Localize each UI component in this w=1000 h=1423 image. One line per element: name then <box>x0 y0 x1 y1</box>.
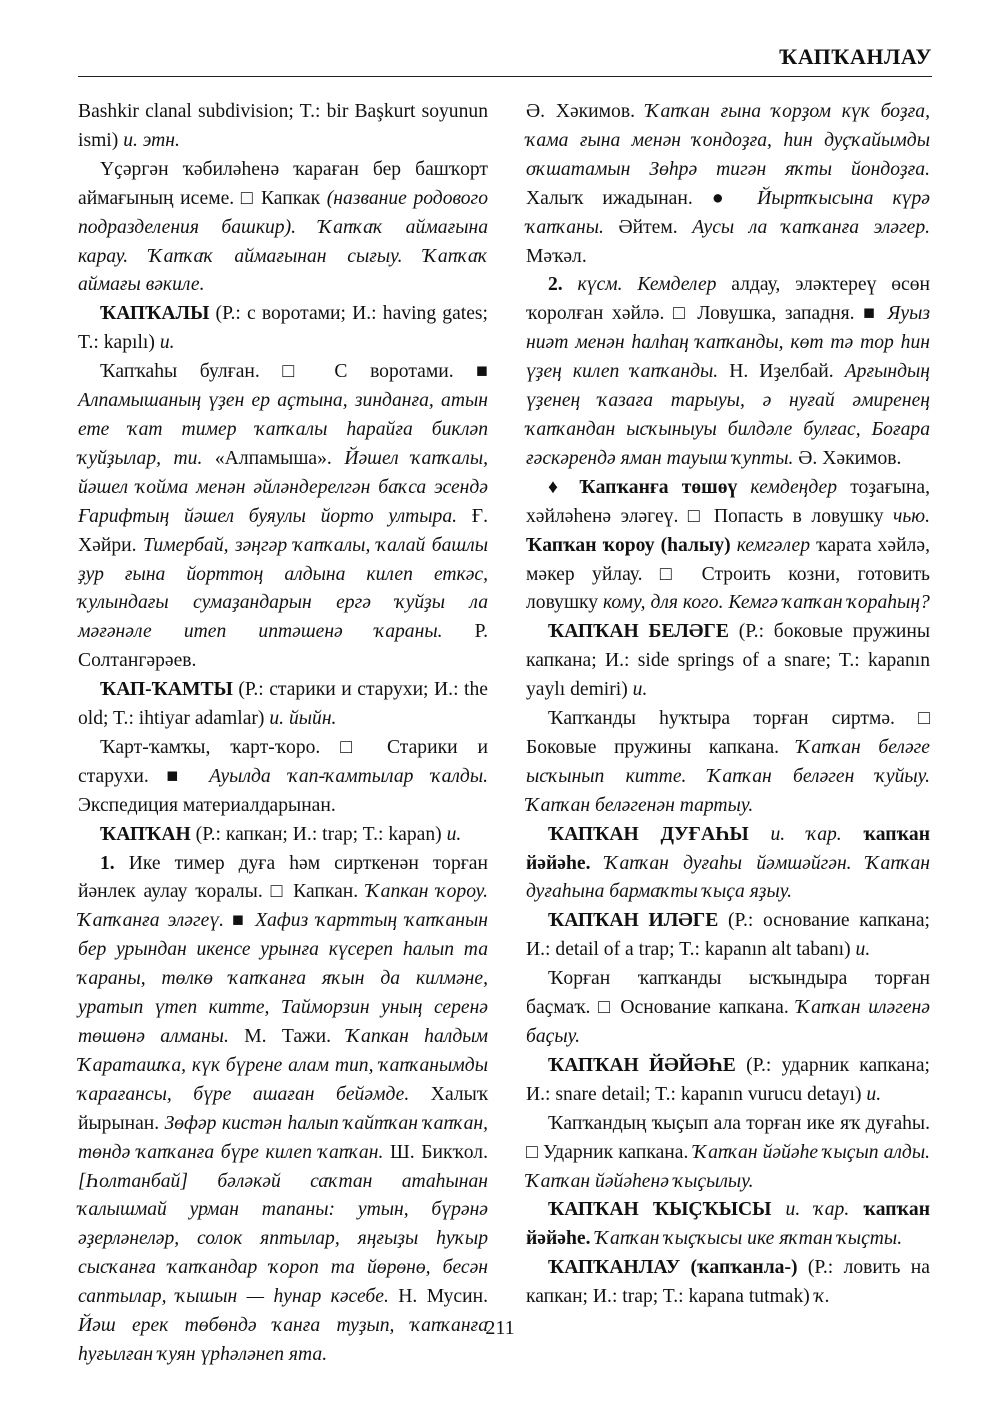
dictionary-paragraph <box>526 1254 930 1312</box>
body-text: Халыҡ йырынан. <box>78 1083 488 1134</box>
body-text: Р. Солтангәрәев. <box>78 621 488 672</box>
italic-text: и. этн. <box>123 129 180 151</box>
body-text: (Р.: ударник капкана; И.: snare detail; T.: kapanın vurucu detayı) <box>526 1054 931 1105</box>
body-text: Ғ. Хәйри. <box>78 505 488 556</box>
italic-text: Яуыз ниәт менән һалһаң ҡапҡанды, көт тә тор һин үҙең килеп ҡапҡанды. <box>526 303 930 383</box>
italic-text: Йәш ерек төбөндә ҡанға туҙып, ҡапҡанға һуғылған ҡуян үрһәләнеп ята. <box>78 1315 488 1365</box>
headword: ҠАПҠАН ҠЫҪҠЫСЫ <box>548 1199 772 1221</box>
italic-text: чью. <box>893 505 930 527</box>
dictionary-paragraph <box>78 358 488 676</box>
body-text: Ҡапҡандың ҡыҫып ала торған ике яҡ дуғаһы. □ Ударник капкана. <box>526 1112 930 1163</box>
body-text: Ҡапҡанды һуҡтыра торған сиртмә. □ Боковые пружины капкана. <box>526 708 930 758</box>
left-column <box>78 98 488 1370</box>
headword: ҠАПҠАНЛАУ (ҡапҡанла-) <box>548 1257 798 1279</box>
headword: 1. <box>100 852 115 874</box>
body-text: Халыҡ ижадынан. ● <box>526 187 758 209</box>
dictionary-paragraph <box>526 821 930 908</box>
body-text: М. Тажи. <box>244 1026 347 1047</box>
italic-text: кемгәлер <box>730 534 817 556</box>
running-head: ҠАПҠАНЛАУ <box>779 44 932 69</box>
italic-text: Зөфәр кистән һалып ҡайтҡан ҡапҡан, төндә ҡапҡанға бүре килеп ҡапҡан. <box>78 1112 489 1163</box>
body-text: Әйтем. <box>618 216 693 238</box>
dictionary-paragraph <box>78 300 488 358</box>
italic-text: кому, для кого. Кемгә ҡапҡан ҡораһың? <box>602 592 930 614</box>
italic-text: Ҡапкан һалдым Ҡараташҡа, күк бүрене алам тип, ҡапҡанымды ҡарағансы, бүре ашаған бейәмде. <box>78 1026 488 1105</box>
body-text: ♦ <box>548 476 580 498</box>
body-text: Үҫәргән ҡәбиләһенә ҡараған бер башҡорт аймағының исеме. □ Капкак <box>78 158 488 209</box>
italic-text: Арғындың үҙенең ҡазаға тарыуы, ә нуғай әмиренең ҡапҡандан ысҡыныуы билдәле булғас, Боғара ғәскәрендә яман тауыш ҡупты. <box>526 361 930 469</box>
headword: Ҡапҡанға төшөү <box>579 476 738 498</box>
dictionary-paragraph <box>78 676 488 734</box>
dictionary-paragraph <box>526 1196 930 1254</box>
italic-text: ҡ. <box>814 1286 830 1308</box>
headword: ҡапҡан йәйәһе. <box>526 823 931 874</box>
italic-text: Алпамышаның үҙен ер аҫтына, зинданға, атын ете ҡат тимер ҡапҡалы һарайға бикләп ҡуйҙылар, ти. <box>78 390 488 469</box>
page-header <box>78 42 932 77</box>
headword: ҠАП-ҠАМТЫ <box>100 679 233 701</box>
dictionary-paragraph <box>78 98 488 156</box>
dictionary-paragraph <box>526 618 930 705</box>
body-text: Ике тимер дуға һәм сирткенән торған йәнлек аулау ҡоралы. □ Капкан. <box>78 852 488 903</box>
italic-text: Ҡапҡан дуғаһы йәмшәйгән. Ҡапҡан дуғаһына бармаҡты ҡыҫа яҙыу. <box>526 852 930 903</box>
headword: ҠАПҠАН <box>100 823 191 845</box>
body-text: Ш. Бикҡол. <box>389 1141 488 1163</box>
italic-text: Ҡапкан ҡороу. Ҡапҡанға эләгеү. <box>78 881 488 932</box>
body-text: Экспедиция материалдарынан. <box>78 794 336 816</box>
body-text: Bashkir clanal subdivision; T.: bir Başkurt soyunun ismi) <box>78 101 488 151</box>
body-text: (Р.: основание капкана; И.: detail of a trap; T.: kapanın alt tabanı) <box>526 910 931 961</box>
italic-text: и. ҡар. <box>771 1199 864 1221</box>
italic-text: Аусы ла ҡапҡанға эләгер. <box>692 216 931 238</box>
headword: ҠАПҠАН ИЛӘГЕ <box>548 910 719 932</box>
body-text: Ҡарт-ҡамҡы, ҡарт-ҡоро. □ Старики и старухи. ■ <box>78 736 488 787</box>
dictionary-paragraph <box>78 156 488 301</box>
italic-text: (название родового подразделения башкир). Ҡапҡаҡ аймағына карау. Ҡапҡаҡ аймағынан сығыу. Ҡапҡаҡ аймағы вәкиле. <box>78 187 488 296</box>
headword: 2. <box>548 274 563 296</box>
dictionary-paragraph <box>526 98 930 271</box>
dictionary-paragraph <box>78 821 488 850</box>
dictionary-paragraph <box>526 1052 930 1110</box>
body-text: ■ <box>232 910 256 932</box>
headword: ҠАПҠАН ЙӘЙӘҺЕ <box>548 1054 736 1076</box>
headword: Ҡапҡан ҡороу (һалыу) <box>526 534 731 556</box>
body-text: Ҡапҡаһы булған. □ С воротами. ■ <box>100 361 488 383</box>
italic-text: и. <box>855 939 871 961</box>
italic-text: и. <box>446 823 462 845</box>
headword: ҠАПҠАН ДУҒАҺЫ <box>548 823 749 845</box>
body-text: Н. Иҙелбай. <box>729 361 845 383</box>
dictionary-paragraph <box>526 705 930 821</box>
italic-text: Ауылда ҡап-ҡамтылар ҡалды. <box>209 765 488 787</box>
body-text: (Р.: с воротами; И.: having gates; T.: kapılı) <box>78 303 488 354</box>
body-text: Ҡорған ҡапҡанды ысҡындыра торған баҫмаҡ. □ Основание капкана. <box>526 968 930 1019</box>
italic-text: Ҡапҡан беләге ысҡынып китте. Ҡапҡан беләген ҡуйыу. Ҡапҡан беләгенән тартыу. <box>526 736 931 816</box>
body-text: (Р.: ловить на капкан; И.: trap; T.: kapana tutmak) <box>526 1257 930 1308</box>
italic-text: күсм. Кемделер <box>562 274 732 296</box>
italic-text: Тимербай, зәңгәр ҡапҡалы, ҡалай башлы ҙур ғына йорттоң алдына килеп еткәс, ҡулындағы сумаҙандарын ергә ҡуйҙы ла мәғәнәле итеп иптәшенә ҡараны. <box>78 534 488 643</box>
italic-text: Хафиз ҡарттың ҡапҡанын бер урындан икенсе урынға күсереп һалып та ҡараны, төлкө ҡапҡанға яҡын да килмәне, уратып үтеп китте, Тайморзин уның серенә төшөнә алманы. <box>78 910 489 1047</box>
body-text: тоҙағына, хәйләһенә эләгеү. □ Попасть в ловушку <box>526 476 931 527</box>
body-text: (Р.: капкан; И.: trap; T.: kapan) <box>190 823 447 845</box>
italic-text: Ҡапҡан йәйәһе ҡыҫып алды. Ҡапҡан йәйәһенә ҡыҫылыу. <box>526 1141 931 1192</box>
italic-text: Йыртҡысына күрә ҡапҡаны. <box>526 187 930 238</box>
dictionary-paragraph <box>526 474 930 619</box>
italic-text: Ҡапҡан ғына ҡорҙом күк боҙға, ҡама ғына менән ҡондоҙға, һин дуҫҡайымды оҡшатамын Зөһрә тигән яҡты йондоҙға. <box>526 101 930 180</box>
italic-text: кемдеңдер <box>737 476 851 498</box>
body-text: ҡарата хәйлә, мәкер уйлау. □ Строить козни, готовить ловушку <box>526 534 930 614</box>
italic-text: Йәшел ҡапҡалы, йәшел ҡойма менән әйләндерелгән баҡса эсендә Ғарифтың йәшел буяулы йорто ултыра. <box>78 447 488 527</box>
headword: ҡапҡан йәйәһе. <box>526 1199 930 1250</box>
dictionary-paragraph <box>526 271 930 473</box>
italic-text: и. <box>159 332 175 354</box>
body-text: (Р.: боковые пружины капкана; И.: side springs of a snare; T.: kapanın yaylı demiri) <box>526 621 930 701</box>
italic-text: и. йыйн. <box>269 708 337 730</box>
body-text: алдау, эләктереү өсөн ҡоролған хәйлә. □ Ловушка, западня. ■ <box>526 274 930 325</box>
dictionary-paragraph <box>78 734 488 821</box>
body-text: Ә. Хәкимов. <box>798 447 902 469</box>
dictionary-paragraph <box>526 965 930 1052</box>
headword: ҠАПҠАЛЫ <box>100 303 210 325</box>
body-text: Мәҡәл. <box>526 245 587 267</box>
body-text: (Р.: старики и старухи; И.: the old; T.: ihtiyar adamlar) <box>78 679 488 730</box>
body-text: Ә. Хәкимов. <box>526 101 646 122</box>
italic-text: и. ҡар. <box>748 823 864 845</box>
dictionary-paragraph <box>526 1110 930 1197</box>
headword: ҠАПҠАН БЕЛӘГЕ <box>548 621 729 643</box>
italic-text: Ҡапҡан иләгенә баҫыу. <box>526 997 930 1047</box>
body-text: Н. Мусин. <box>398 1286 488 1308</box>
body-text: «Алпамыша». <box>214 447 345 469</box>
dictionary-paragraph <box>526 907 930 965</box>
dictionary-paragraph <box>78 850 488 1370</box>
italic-text: [Һолтанбай] бәләкәй саҡтан атаһынан ҡалышмай урман тапаны: утын, бүрәнә әҙерләнеләр, солок яптылар, яңғыҙы һуҡыр сысҡанға ҡапҡандар ҡороп та йөрөнө, бесән саптылар, ҡышын — һунар кәсебе. <box>78 1170 488 1308</box>
right-column <box>526 98 930 1312</box>
italic-text: и. <box>866 1083 882 1105</box>
page-number: 211 <box>485 1317 515 1339</box>
italic-text: Ҡапҡан ҡыҫҡысы ике яҡтан ҡыҫты. <box>590 1228 903 1250</box>
italic-text: и. <box>632 679 648 701</box>
